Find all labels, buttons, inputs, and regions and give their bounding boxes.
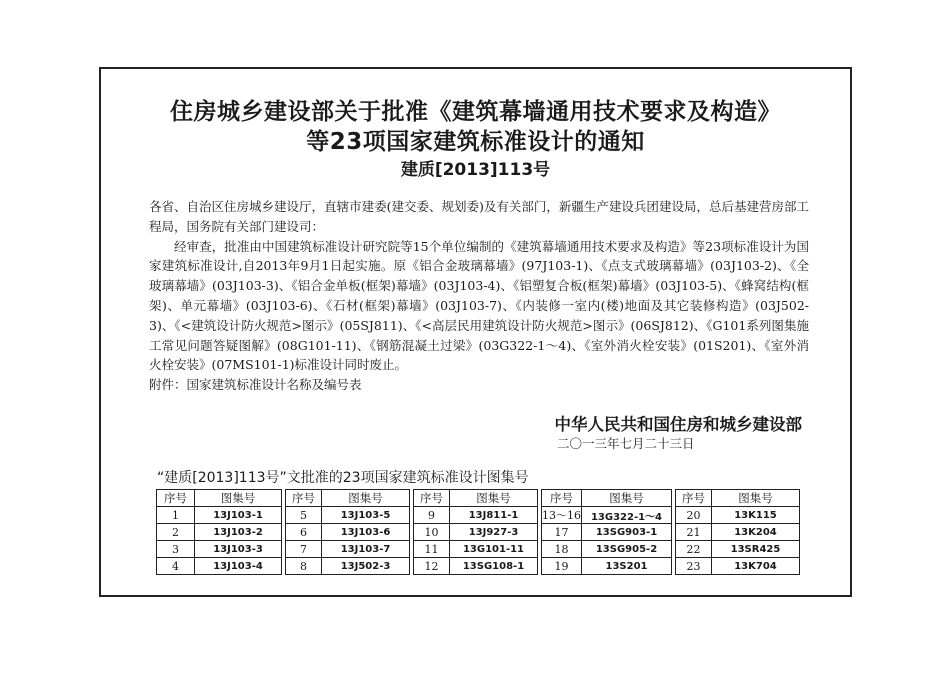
- seq-cell: 8: [286, 558, 322, 575]
- document-number: 建质[2013]113号: [400, 160, 551, 180]
- table-row: [286, 541, 410, 558]
- table-row: [414, 558, 538, 575]
- seq-cell: 10: [414, 524, 450, 541]
- seq-cell: 3: [157, 541, 195, 558]
- seq-cell: 2: [157, 524, 195, 541]
- table-row: [157, 507, 282, 524]
- atlas-table-group: [675, 489, 800, 575]
- seq-cell: 13～16: [542, 507, 582, 524]
- header-code: 图集号: [712, 490, 800, 507]
- seq-cell: 12: [414, 558, 450, 575]
- header-seq: 序号: [542, 490, 582, 507]
- table-row: [542, 507, 672, 524]
- issuing-authority: 中华人民共和国住房和城乡建设部: [554, 415, 802, 434]
- table-row: [157, 524, 282, 541]
- header-seq: 序号: [414, 490, 450, 507]
- seq-cell: 22: [676, 541, 712, 558]
- header-seq: 序号: [157, 490, 195, 507]
- code-cell: 13J103-7: [322, 541, 410, 558]
- table-row: [157, 558, 282, 575]
- table-row: [414, 507, 538, 524]
- table-row: [414, 541, 538, 558]
- seq-cell: 7: [286, 541, 322, 558]
- code-cell: 13G101-11: [450, 541, 538, 558]
- code-cell: 13J811-1: [450, 507, 538, 524]
- header-code: 图集号: [322, 490, 410, 507]
- header-code: 图集号: [195, 490, 282, 507]
- table-row: [676, 507, 800, 524]
- seq-cell: 1: [157, 507, 195, 524]
- code-cell: 13SG108-1: [450, 558, 538, 575]
- table-row: [286, 524, 410, 541]
- issue-date: 二〇一三年七月二十三日: [557, 436, 695, 451]
- approval-paragraph: 经审查，批准由中国建筑标准设计研究院等15个单位编制的《建筑幕墙通用技术要求及构造》等23项标准设计为国家建筑标准设计,自2013年9月1日起实施。原《铝合金玻璃幕墙》(97J103-1)、《点支式玻璃幕墙》(03J103-2)、《全玻璃幕墙》(03J103-3)、《铝合金单板(框架)幕墙》(03J103-4)、《铝塑复合板(框架)幕墙》(03J103-5)、《蜂窝结构(框架)、单元幕墙》(03J103-6)、《石材(框架)幕墙》(03J103-7)、《内装修一室内(楼)地面及其它装修构造》(03J502-3)、《<建筑设计防火规范>图示》(05SJ811)、《<高层民用建筑设计防火规范>图示》(06SJ812)、《G101系列图集施工常见问题答疑图解》(08G101-11)、《钢筋混凝土过梁》(03G322-1～4)、《室外消火栓安装》(01S201)、《室外消火栓安装》(07MS101-1)标准设计同时废止。: [149, 238, 809, 373]
- table-row: [414, 524, 538, 541]
- code-cell: 13J103-2: [195, 524, 282, 541]
- code-cell: 13J927-3: [450, 524, 538, 541]
- seq-cell: 17: [542, 524, 582, 541]
- seq-cell: 18: [542, 541, 582, 558]
- header-code: 图集号: [450, 490, 538, 507]
- seq-cell: 5: [286, 507, 322, 524]
- document-frame: [99, 67, 852, 597]
- code-cell: 13SG903-1: [582, 524, 672, 541]
- notice-title-line-1: 住房城乡建设部关于批准《建筑幕墙通用技术要求及构造》: [170, 99, 781, 125]
- code-cell: 13S201: [582, 558, 672, 575]
- table-row: [676, 541, 800, 558]
- table-row: [542, 541, 672, 558]
- atlas-table-group: [285, 489, 410, 575]
- table-row: [157, 541, 282, 558]
- seq-cell: 4: [157, 558, 195, 575]
- code-cell: 13J103-5: [322, 507, 410, 524]
- seq-cell: 21: [676, 524, 712, 541]
- atlas-table-title: “建质[2013]113号”文批准的23项国家建筑标准设计图集号: [157, 470, 529, 486]
- notice-title-line-2: 等23项国家建筑标准设计的通知: [306, 129, 645, 155]
- table-row: [542, 558, 672, 575]
- header-code: 图集号: [582, 490, 672, 507]
- attachment-line: 附件：国家建筑标准设计名称及编号表: [149, 377, 362, 393]
- header-seq: 序号: [676, 490, 712, 507]
- code-cell: 13K115: [712, 507, 800, 524]
- seq-cell: 9: [414, 507, 450, 524]
- code-cell: 13G322-1～4: [582, 507, 672, 524]
- code-cell: 13SR425: [712, 541, 800, 558]
- code-cell: 13J103-3: [195, 541, 282, 558]
- table-row: [542, 524, 672, 541]
- seq-cell: 6: [286, 524, 322, 541]
- code-cell: 13K204: [712, 524, 800, 541]
- code-cell: 13J103-6: [322, 524, 410, 541]
- atlas-table-group: [541, 489, 672, 575]
- table-row: [676, 524, 800, 541]
- seq-cell: 19: [542, 558, 582, 575]
- table-row: [676, 558, 800, 575]
- notice-body: [149, 197, 809, 395]
- code-cell: 13K704: [712, 558, 800, 575]
- recipients-paragraph: 各省、自治区住房城乡建设厅，直辖市建委(建交委、规划委)及有关部门，新疆生产建设兵团建设局，总后基建营房部工程局，国务院有关部门建设司：: [149, 199, 809, 234]
- atlas-table-group: [156, 489, 282, 575]
- table-row: [286, 507, 410, 524]
- seq-cell: 23: [676, 558, 712, 575]
- seq-cell: 20: [676, 507, 712, 524]
- header-seq: 序号: [286, 490, 322, 507]
- code-cell: 13J502-3: [322, 558, 410, 575]
- seq-cell: 11: [414, 541, 450, 558]
- code-cell: 13SG905-2: [582, 541, 672, 558]
- table-row: [286, 558, 410, 575]
- code-cell: 13J103-1: [195, 507, 282, 524]
- code-cell: 13J103-4: [195, 558, 282, 575]
- atlas-table: [156, 489, 800, 575]
- atlas-table-group: [413, 489, 538, 575]
